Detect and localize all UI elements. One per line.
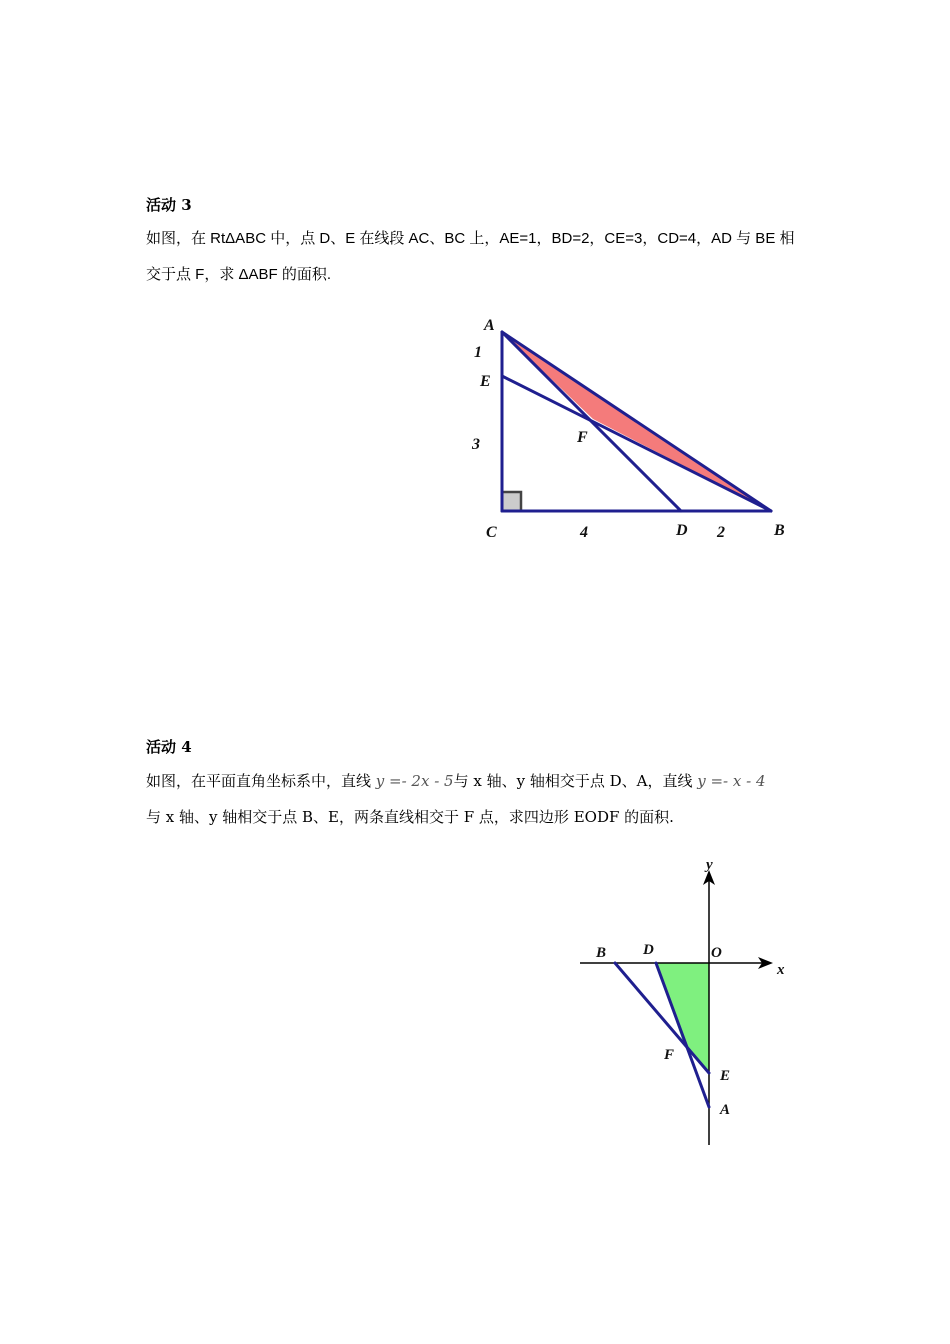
segment-ab <box>502 332 771 511</box>
activity-4-text-line-1-start: 如图，在平面直角坐标系中，直线 <box>146 772 376 790</box>
label-length-db: 2 <box>717 524 725 541</box>
activity-4-title: 活动 4 <box>146 738 192 756</box>
label-o: O <box>711 945 722 961</box>
label-length-cd: 4 <box>580 524 588 541</box>
label-b: B <box>596 945 607 961</box>
label-e: E <box>720 1068 731 1084</box>
right-angle-marker <box>502 492 521 511</box>
activity-4-section <box>146 737 826 835</box>
label-d: D <box>643 942 654 958</box>
label-x-axis: x <box>777 962 785 978</box>
activity-4-text-line-2: 与 x 轴、y 轴相交于点 B、E，两条直线相交于 F 点，求四边形 EODF 的面积. <box>146 808 674 826</box>
activity-3-text-line-1: 如图，在 RtΔABC 中，点 D、E 在线段 AC、BC 上，AE=1，BD=2，CE=3，CD=4，AD 与 BE 相 <box>146 230 795 247</box>
activity-4-figure <box>570 850 800 1155</box>
label-f: F <box>577 429 588 446</box>
equation-line-2: y =- x - 4 <box>697 772 766 790</box>
label-d: D <box>676 522 688 539</box>
label-a: A <box>720 1102 731 1118</box>
label-f: F <box>664 1047 675 1063</box>
label-b: B <box>774 522 785 539</box>
activity-4-text-line-1 <box>146 763 826 799</box>
activity-3-figure <box>460 310 800 550</box>
segment-eb <box>502 376 771 511</box>
activity-3-title: 活动 3 <box>146 196 192 214</box>
equation-line-1: y =- 2x - 5 <box>375 772 454 790</box>
label-length-ce: 3 <box>472 436 480 453</box>
activity-4-text-line-1-middle: 与 x 轴、y 轴相交于点 D、A，直线 <box>453 772 698 790</box>
label-a: A <box>484 317 495 334</box>
label-c: C <box>486 524 497 541</box>
label-y-axis: y <box>706 857 713 873</box>
activity-3-text-line-2: 交于点 F，求 ΔABF 的面积. <box>146 266 332 283</box>
label-e: E <box>480 373 491 390</box>
label-length-ae: 1 <box>474 344 482 361</box>
activity-3-section <box>146 195 826 293</box>
